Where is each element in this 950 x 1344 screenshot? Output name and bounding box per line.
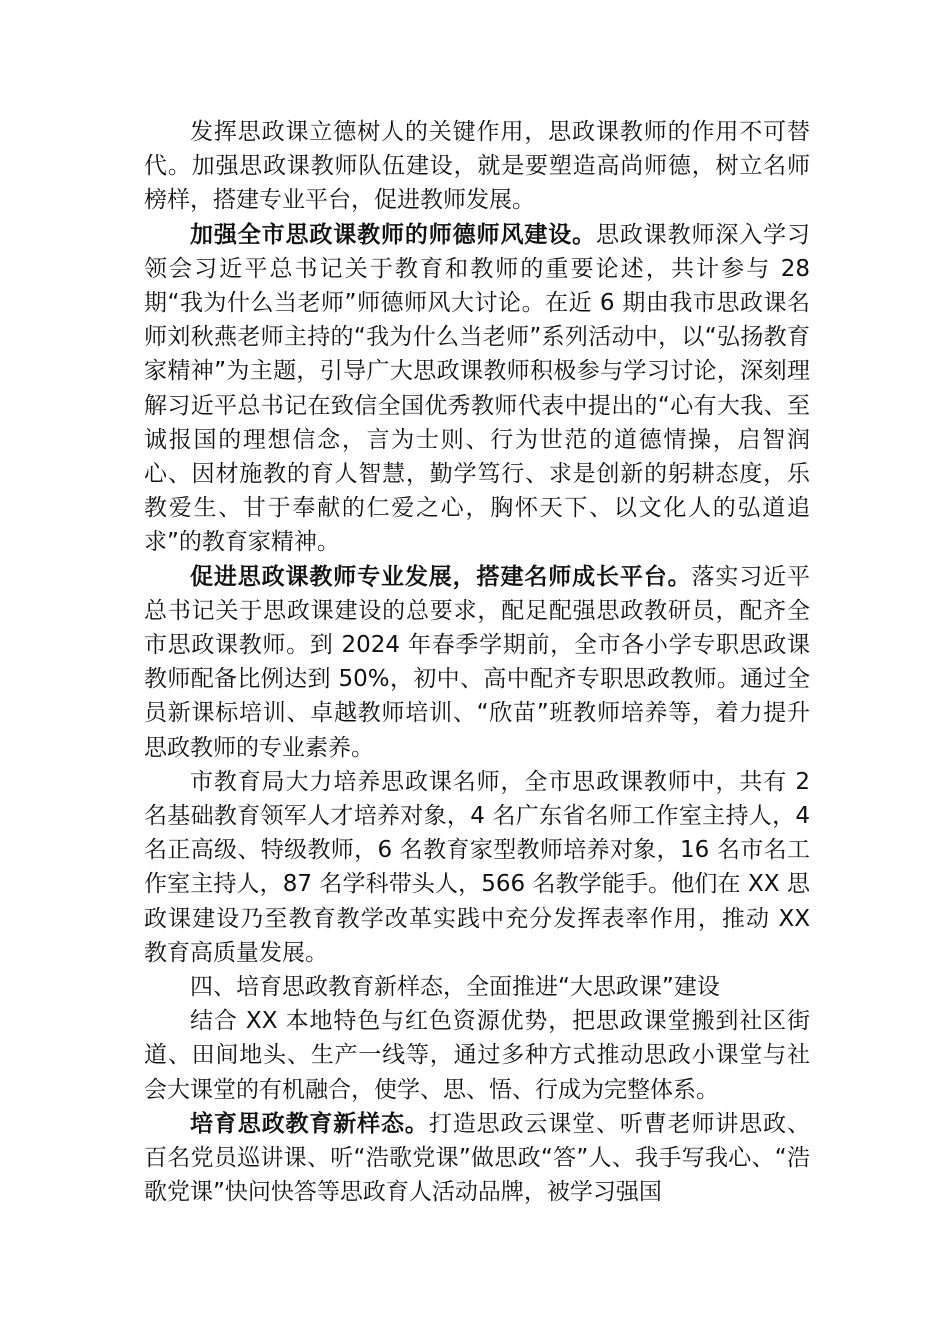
document-body [144, 115, 810, 1210]
paragraph-1-text: 发挥思政课立德树人的关键作用，思政课教师的作用不可替代。加强思政课教师队伍建设，就是要塑造高尚师德，树立名师榜样，搭建专业平台，促进教师发展。 [144, 119, 810, 214]
paragraph-7-lead: 培育思政教育新样态。 [190, 1110, 429, 1137]
paragraph-1 [144, 115, 810, 218]
paragraph-3-lead: 促进思政课教师专业发展，搭建名师成长平台。 [190, 563, 692, 590]
paragraph-2-lead: 加强全市思政课教师的师德师风建设。 [190, 221, 596, 248]
paragraph-3 [144, 560, 810, 765]
paragraph-2 [144, 218, 810, 560]
paragraph-6 [144, 1004, 810, 1107]
section-heading-4 [144, 970, 810, 1004]
paragraph-7 [144, 1107, 810, 1210]
paragraph-6-text: 结合 XX 本地特色与红色资源优势，把思政课堂搬到社区街道、田间地头、生产一线等，通过多种方式推动思政小课堂与社会大课堂的有机融合，使学、思、悟、行成为完整体系。 [144, 1008, 810, 1103]
paragraph-7-text: 打造思政云课堂、听曹老师讲思政、百名党员巡讲课、听“浩歌党课”做思政“答”人、我手写我心、“浩歌党课”快问快答等思政育人活动品牌，被学习强国 [144, 1110, 811, 1206]
paragraph-3-text: 落实习近平总书记关于思政课建设的总要求，配足配强思政教研员，配齐全市思政课教师。到 2024 年春季学期前，全市各小学专职思政课教师配备比例达到 50%，初中、高中配齐专职思政教师。通过全员新课标培训、卓越教师培训、“欣苗”班教师培养等，着力提升思政教师的专业素养。 [144, 563, 811, 761]
section-heading-4-text: 四、培育思政教育新样态，全面推进“大思政课”建设 [190, 974, 720, 1001]
paragraph-2-text: 思政课教师深入学习领会习近平总书记关于教育和教师的重要论述，共计参与 28 期“我为什么当老师”师德师风大讨论。在近 6 期由我市思政课名师刘秋燕老师主持的“我为什么当老师”系列活动中，以“弘扬教育家精神”为主题，引导广大思政课教师积极参与学习讨论，深刻理解习近平总书记在致信全国优秀教师代表中提出的“心有大我、至诚报国的理想信念，言为士则、行为世范的道德情操，启智润心、因材施教的育人智慧，勤学笃行、求是创新的躬耕态度，乐教爱生、甘于奉献的仁爱之心，胸怀天下、以文化人的弘道追求”的教育家精神。 [144, 221, 811, 556]
paragraph-4 [144, 765, 810, 970]
paragraph-4-text: 市教育局大力培养思政课名师，全市思政课教师中，共有 2 名基础教育领军人才培养对象，4 名广东省名师工作室主持人，4 名正高级、特级教师，6 名教育家型教师培养对象，16 名市名工作室主持人，87 名学科带头人，566 名教学能手。他们在 XX 思政课建设乃至教育教学改革实践中充分发挥表率作用，推动 XX 教育高质量发展。 [144, 768, 810, 966]
